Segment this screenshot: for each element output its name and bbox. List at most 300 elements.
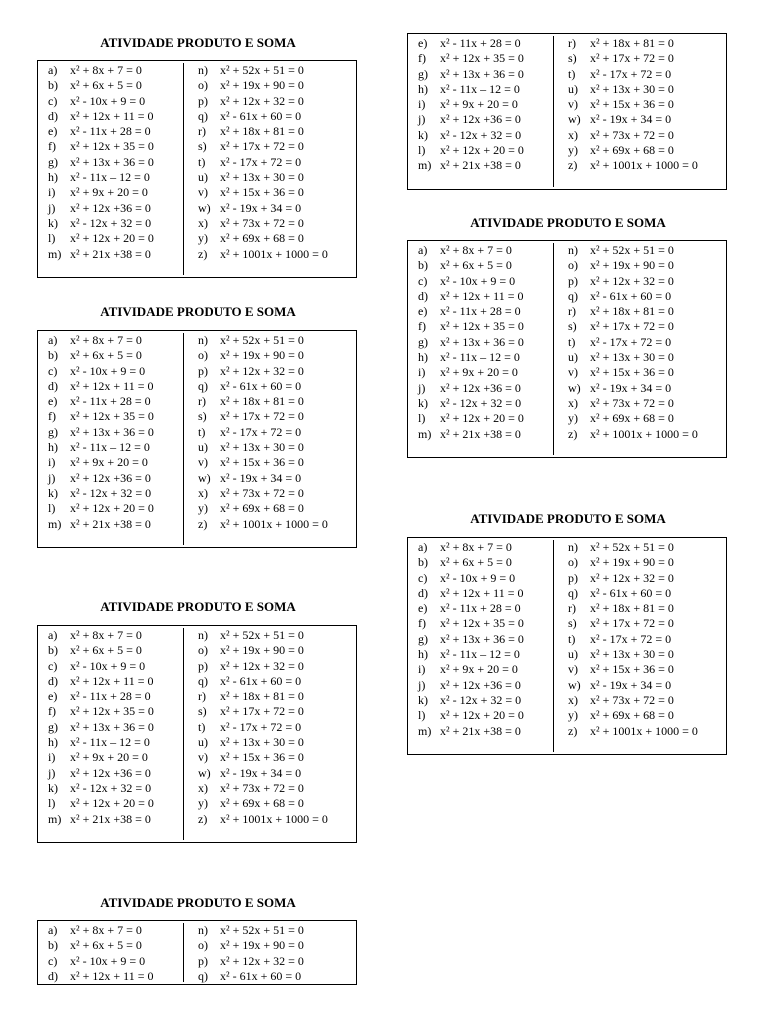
equation-text: x² + 13x + 36 = 0 (70, 154, 154, 169)
equation-text: x² + 12x +36 = 0 (70, 200, 151, 215)
item-letter: l) (48, 501, 56, 516)
equation-text: x² + 1001x + 1000 = 0 (590, 723, 698, 738)
equation-row (198, 781, 356, 796)
exercise-box (37, 625, 357, 843)
item-letter: z) (568, 426, 578, 441)
equation-text: x² + 15x + 36 = 0 (590, 97, 674, 112)
equation-text: x² - 17x + 72 = 0 (590, 66, 672, 81)
equation-row (48, 628, 183, 643)
item-letter: d) (48, 108, 58, 123)
equation-text: x² - 12x + 32 = 0 (440, 692, 522, 707)
item-letter: q) (568, 585, 578, 600)
item-letter: y) (568, 143, 578, 158)
equation-row (568, 601, 726, 616)
equation-text: x² + 1001x + 1000 = 0 (220, 516, 328, 531)
item-letter: r) (568, 304, 576, 319)
equation-row (48, 766, 183, 781)
equation-row (568, 381, 726, 396)
equation-text: x² + 18x + 81 = 0 (590, 304, 674, 319)
item-letter: f) (48, 409, 56, 424)
equation-row (198, 750, 356, 765)
equation-row (198, 409, 356, 424)
equation-text: x² + 17x + 72 = 0 (220, 409, 304, 424)
equation-text: x² + 6x + 5 = 0 (70, 78, 142, 93)
equation-text: x² + 12x + 35 = 0 (70, 409, 154, 424)
equation-text: x² + 12x + 35 = 0 (440, 319, 524, 334)
item-letter: d) (48, 378, 58, 393)
equation-text: x² + 19x + 90 = 0 (220, 938, 304, 953)
equation-text: x² + 12x + 11 = 0 (70, 673, 154, 688)
equation-row (418, 82, 553, 97)
equation-text: x² + 8x + 7 = 0 (70, 63, 142, 77)
item-letter: j) (48, 200, 56, 215)
equation-row (198, 812, 356, 827)
item-letter: x) (568, 395, 578, 410)
equation-row (198, 78, 356, 93)
equation-text: x² - 10x + 9 = 0 (440, 273, 516, 288)
equation-row (48, 486, 183, 501)
equation-row (198, 139, 356, 154)
right-equation-column (184, 333, 356, 545)
item-letter: n) (198, 923, 208, 937)
item-letter: j) (418, 677, 426, 692)
equation-row (418, 647, 553, 662)
item-letter: o) (568, 258, 578, 273)
item-letter: e) (418, 36, 428, 50)
equation-row (198, 185, 356, 200)
equation-text: x² + 21x +38 = 0 (70, 516, 151, 531)
item-letter: g) (48, 424, 58, 439)
item-letter: o) (568, 555, 578, 570)
equation-text: x² + 12x + 11 = 0 (70, 108, 154, 123)
equation-text: x² - 12x + 32 = 0 (440, 127, 522, 142)
equation-text: x² + 69x + 68 = 0 (220, 501, 304, 516)
equation-text: x² + 13x + 30 = 0 (220, 440, 304, 455)
equation-row (48, 969, 183, 984)
equation-row (48, 501, 183, 516)
item-letter: s) (198, 409, 207, 424)
equation-row (48, 185, 183, 200)
equation-row (48, 155, 183, 170)
item-letter: n) (198, 628, 208, 642)
equation-text: x² - 11x + 28 = 0 (70, 394, 151, 409)
equation-row (418, 289, 553, 304)
item-letter: y) (568, 708, 578, 723)
equation-row (568, 724, 726, 739)
equation-text: x² + 9x + 20 = 0 (440, 97, 518, 112)
item-letter: h) (418, 350, 428, 365)
equation-text: x² + 9x + 20 = 0 (440, 365, 518, 380)
equation-text: x² - 11x – 12 = 0 (70, 170, 150, 185)
item-letter: a) (418, 243, 428, 257)
equation-row (568, 662, 726, 677)
equation-row (568, 304, 726, 319)
equation-text: x² + 21x +38 = 0 (440, 723, 521, 738)
equation-row (198, 486, 356, 501)
equation-row (48, 659, 183, 674)
equation-row (568, 289, 726, 304)
item-letter: w) (568, 677, 581, 692)
equation-row (568, 82, 726, 97)
equation-row (48, 247, 183, 262)
item-letter: d) (48, 968, 58, 983)
right-equation-column (184, 628, 356, 840)
equation-text: x² + 19x + 90 = 0 (590, 555, 674, 570)
equation-row (418, 571, 553, 586)
equation-text: x² + 13x + 36 = 0 (440, 66, 524, 81)
equation-text: x² + 12x + 20 = 0 (70, 796, 154, 811)
item-letter: t) (568, 66, 576, 81)
equation-row (198, 63, 356, 78)
equation-row (568, 396, 726, 411)
equation-row (418, 97, 553, 112)
equation-text: x² + 12x + 35 = 0 (70, 139, 154, 154)
equation-text: x² + 17x + 72 = 0 (220, 139, 304, 154)
equation-text: x² - 10x + 9 = 0 (70, 93, 146, 108)
equation-row (198, 124, 356, 139)
equation-row (48, 333, 183, 348)
equation-text: x² - 11x + 28 = 0 (70, 124, 151, 139)
item-letter: v) (568, 97, 578, 112)
item-letter: k) (48, 485, 58, 500)
equation-row (568, 158, 726, 173)
equation-row (198, 674, 356, 689)
equation-row (48, 78, 183, 93)
equation-row (568, 243, 726, 258)
item-letter: h) (48, 735, 58, 750)
equation-row (198, 440, 356, 455)
item-letter: p) (198, 953, 208, 968)
equation-row (48, 689, 183, 704)
equation-text: x² + 18x + 81 = 0 (590, 36, 674, 50)
equation-row (418, 540, 553, 555)
item-letter: c) (48, 93, 58, 108)
item-letter: q) (198, 108, 208, 123)
item-letter: r) (198, 394, 206, 409)
equation-text: x² + 12x + 11 = 0 (70, 378, 154, 393)
equation-text: x² - 19x + 34 = 0 (590, 112, 672, 127)
exercise-box (37, 60, 357, 278)
equation-text: x² + 17x + 72 = 0 (590, 51, 674, 66)
item-letter: d) (48, 673, 58, 688)
item-letter: o) (198, 938, 208, 953)
equation-row (198, 364, 356, 379)
item-letter: c) (48, 953, 58, 968)
item-letter: j) (48, 765, 56, 780)
item-letter: c) (48, 363, 58, 378)
equation-row (198, 643, 356, 658)
equation-text: x² + 73x + 72 = 0 (220, 780, 304, 795)
equation-text: x² - 10x + 9 = 0 (440, 570, 516, 585)
item-letter: n) (198, 63, 208, 77)
equation-text: x² + 73x + 72 = 0 (590, 692, 674, 707)
item-letter: w) (568, 112, 581, 127)
equation-text: x² + 8x + 7 = 0 (440, 540, 512, 554)
equation-text: x² - 11x + 28 = 0 (440, 601, 521, 616)
left-equation-column (408, 243, 554, 455)
equation-row (48, 796, 183, 811)
equation-row (198, 766, 356, 781)
equation-text: x² - 11x + 28 = 0 (70, 689, 151, 704)
item-letter: v) (198, 455, 208, 470)
item-letter: o) (198, 643, 208, 658)
equation-row (568, 678, 726, 693)
equation-row (198, 247, 356, 262)
item-letter: l) (48, 796, 56, 811)
equation-text: x² + 21x +38 = 0 (70, 811, 151, 826)
equation-row (198, 720, 356, 735)
worksheet-title: ATIVIDADE PRODUTO E SOMA (470, 215, 666, 230)
equation-text: x² + 13x + 36 = 0 (70, 719, 154, 734)
equation-row (198, 735, 356, 750)
item-letter: p) (198, 363, 208, 378)
equation-row (568, 365, 726, 380)
item-letter: r) (198, 689, 206, 704)
equation-text: x² - 19x + 34 = 0 (220, 765, 302, 780)
equation-row (418, 601, 553, 616)
equation-text: x² - 17x + 72 = 0 (220, 424, 302, 439)
equation-row (48, 170, 183, 185)
equation-text: x² + 21x +38 = 0 (440, 426, 521, 441)
equation-text: x² + 15x + 36 = 0 (220, 750, 304, 765)
item-letter: k) (48, 215, 58, 230)
item-letter: p) (568, 570, 578, 585)
item-letter: z) (198, 811, 208, 826)
exercise-box (407, 240, 727, 458)
item-letter: f) (418, 616, 426, 631)
left-equation-column (408, 36, 554, 187)
item-letter: w) (568, 380, 581, 395)
equation-text: x² - 61x + 60 = 0 (590, 288, 672, 303)
equation-text: x² - 19x + 34 = 0 (220, 200, 302, 215)
equation-row (568, 274, 726, 289)
equation-text: x² - 11x + 28 = 0 (440, 304, 521, 319)
equation-row (198, 659, 356, 674)
equation-row (198, 94, 356, 109)
equation-text: x² - 12x + 32 = 0 (70, 485, 152, 500)
item-letter: b) (48, 348, 58, 363)
equation-row (418, 319, 553, 334)
item-letter: j) (418, 112, 426, 127)
equation-text: x² - 17x + 72 = 0 (590, 334, 672, 349)
equation-text: x² + 8x + 7 = 0 (70, 923, 142, 937)
item-letter: v) (198, 750, 208, 765)
equation-text: x² + 13x + 30 = 0 (220, 170, 304, 185)
equation-row (418, 274, 553, 289)
equation-text: x² + 13x + 30 = 0 (220, 735, 304, 750)
item-letter: y) (198, 501, 208, 516)
right-equation-column (554, 36, 726, 187)
equation-text: x² + 6x + 5 = 0 (440, 258, 512, 273)
equation-row (568, 540, 726, 555)
equation-row (418, 112, 553, 127)
equation-text: x² + 1001x + 1000 = 0 (220, 811, 328, 826)
item-letter: t) (568, 334, 576, 349)
item-letter: k) (48, 780, 58, 795)
item-letter: h) (418, 647, 428, 662)
equation-row (568, 555, 726, 570)
equation-row (48, 938, 183, 953)
item-letter: u) (568, 81, 578, 96)
equation-row (48, 364, 183, 379)
exercise-box (407, 537, 727, 755)
equation-text: x² + 12x + 20 = 0 (440, 708, 524, 723)
equation-text: x² + 12x + 35 = 0 (70, 704, 154, 719)
equation-row (568, 97, 726, 112)
equation-row (48, 425, 183, 440)
equation-row (198, 231, 356, 246)
item-letter: s) (568, 51, 577, 66)
equation-row (418, 51, 553, 66)
equation-row (568, 51, 726, 66)
equation-text: x² + 69x + 68 = 0 (590, 143, 674, 158)
equation-text: x² + 15x + 36 = 0 (590, 662, 674, 677)
item-letter: r) (568, 601, 576, 616)
equation-text: x² - 19x + 34 = 0 (590, 380, 672, 395)
equation-row (198, 954, 356, 969)
item-letter: m) (48, 811, 62, 826)
item-letter: e) (418, 601, 428, 616)
exercise-box (407, 33, 727, 190)
equation-text: x² + 12x +36 = 0 (440, 380, 521, 395)
equation-row (48, 231, 183, 246)
equation-text: x² + 19x + 90 = 0 (590, 258, 674, 273)
equation-text: x² + 13x + 30 = 0 (590, 647, 674, 662)
item-letter: g) (418, 631, 428, 646)
item-letter: h) (418, 81, 428, 96)
equation-row (48, 109, 183, 124)
item-letter: m) (48, 246, 62, 261)
equation-row (48, 348, 183, 363)
equation-text: x² - 61x + 60 = 0 (220, 968, 302, 983)
item-letter: b) (418, 258, 428, 273)
equation-text: x² - 11x – 12 = 0 (70, 735, 150, 750)
equation-row (198, 689, 356, 704)
equation-row (198, 425, 356, 440)
item-letter: g) (48, 719, 58, 734)
item-letter: u) (198, 735, 208, 750)
item-letter: e) (418, 304, 428, 319)
equation-text: x² - 17x + 72 = 0 (590, 631, 672, 646)
equation-text: x² + 13x + 36 = 0 (440, 334, 524, 349)
item-letter: i) (418, 97, 426, 112)
item-letter: g) (418, 66, 428, 81)
item-letter: j) (418, 380, 426, 395)
equation-row (48, 409, 183, 424)
equation-text: x² + 73x + 72 = 0 (220, 215, 304, 230)
equation-row (568, 616, 726, 631)
item-letter: u) (198, 440, 208, 455)
equation-text: x² + 69x + 68 = 0 (220, 796, 304, 811)
left-equation-column (38, 923, 184, 982)
equation-text: x² - 11x – 12 = 0 (440, 81, 520, 96)
item-letter: x) (568, 692, 578, 707)
equation-text: x² + 12x + 32 = 0 (220, 953, 304, 968)
item-letter: u) (568, 647, 578, 662)
equation-row (198, 517, 356, 532)
equation-row (418, 411, 553, 426)
item-letter: g) (48, 154, 58, 169)
item-letter: c) (418, 273, 428, 288)
equation-text: x² + 12x + 35 = 0 (440, 51, 524, 66)
item-letter: t) (198, 719, 206, 734)
equation-row (568, 335, 726, 350)
equation-text: x² + 8x + 7 = 0 (440, 243, 512, 257)
equation-row (198, 109, 356, 124)
item-letter: b) (48, 643, 58, 658)
equation-row (418, 662, 553, 677)
equation-row (198, 923, 356, 938)
equation-row (418, 616, 553, 631)
item-letter: q) (198, 673, 208, 688)
item-letter: k) (418, 127, 428, 142)
item-letter: p) (568, 273, 578, 288)
equation-row (48, 517, 183, 532)
equation-text: x² + 8x + 7 = 0 (70, 628, 142, 642)
equation-text: x² + 13x + 30 = 0 (590, 350, 674, 365)
item-letter: g) (418, 334, 428, 349)
equation-row (418, 708, 553, 723)
equation-row (198, 455, 356, 470)
equation-text: x² + 17x + 72 = 0 (590, 616, 674, 631)
equation-text: x² + 6x + 5 = 0 (70, 348, 142, 363)
equation-text: x² + 12x + 20 = 0 (70, 231, 154, 246)
item-letter: n) (568, 243, 578, 257)
equation-row (48, 455, 183, 470)
equation-row (198, 796, 356, 811)
item-letter: m) (48, 516, 62, 531)
equation-text: x² + 18x + 81 = 0 (220, 689, 304, 704)
equation-text: x² + 21x +38 = 0 (70, 246, 151, 261)
equation-row (418, 335, 553, 350)
equation-text: x² + 12x +36 = 0 (440, 112, 521, 127)
item-letter: y) (198, 796, 208, 811)
equation-text: x² + 69x + 68 = 0 (590, 708, 674, 723)
equation-row (418, 555, 553, 570)
equation-row (198, 471, 356, 486)
item-letter: s) (568, 319, 577, 334)
equation-text: x² - 19x + 34 = 0 (220, 470, 302, 485)
item-letter: p) (198, 658, 208, 673)
equation-text: x² + 1001x + 1000 = 0 (590, 158, 698, 173)
equation-row (568, 708, 726, 723)
equation-row (198, 394, 356, 409)
equation-row (418, 143, 553, 158)
equation-text: x² + 21x +38 = 0 (440, 158, 521, 173)
equation-text: x² + 15x + 36 = 0 (220, 185, 304, 200)
item-letter: s) (568, 616, 577, 631)
equation-text: x² - 11x + 28 = 0 (440, 36, 521, 50)
equation-text: x² + 12x + 11 = 0 (440, 585, 524, 600)
item-letter: i) (48, 455, 56, 470)
equation-row (198, 501, 356, 516)
exercise-box (37, 920, 357, 985)
equation-row (48, 201, 183, 216)
equation-text: x² - 12x + 32 = 0 (70, 780, 152, 795)
equation-text: x² - 17x + 72 = 0 (220, 719, 302, 734)
equation-text: x² + 9x + 20 = 0 (70, 455, 148, 470)
equation-text: x² + 69x + 68 = 0 (220, 231, 304, 246)
item-letter: e) (48, 689, 58, 704)
item-letter: z) (198, 246, 208, 261)
equation-text: x² - 61x + 60 = 0 (220, 108, 302, 123)
item-letter: y) (198, 231, 208, 246)
equation-text: x² + 17x + 72 = 0 (590, 319, 674, 334)
item-letter: e) (48, 394, 58, 409)
item-letter: e) (48, 124, 58, 139)
equation-row (48, 94, 183, 109)
equation-row (418, 396, 553, 411)
